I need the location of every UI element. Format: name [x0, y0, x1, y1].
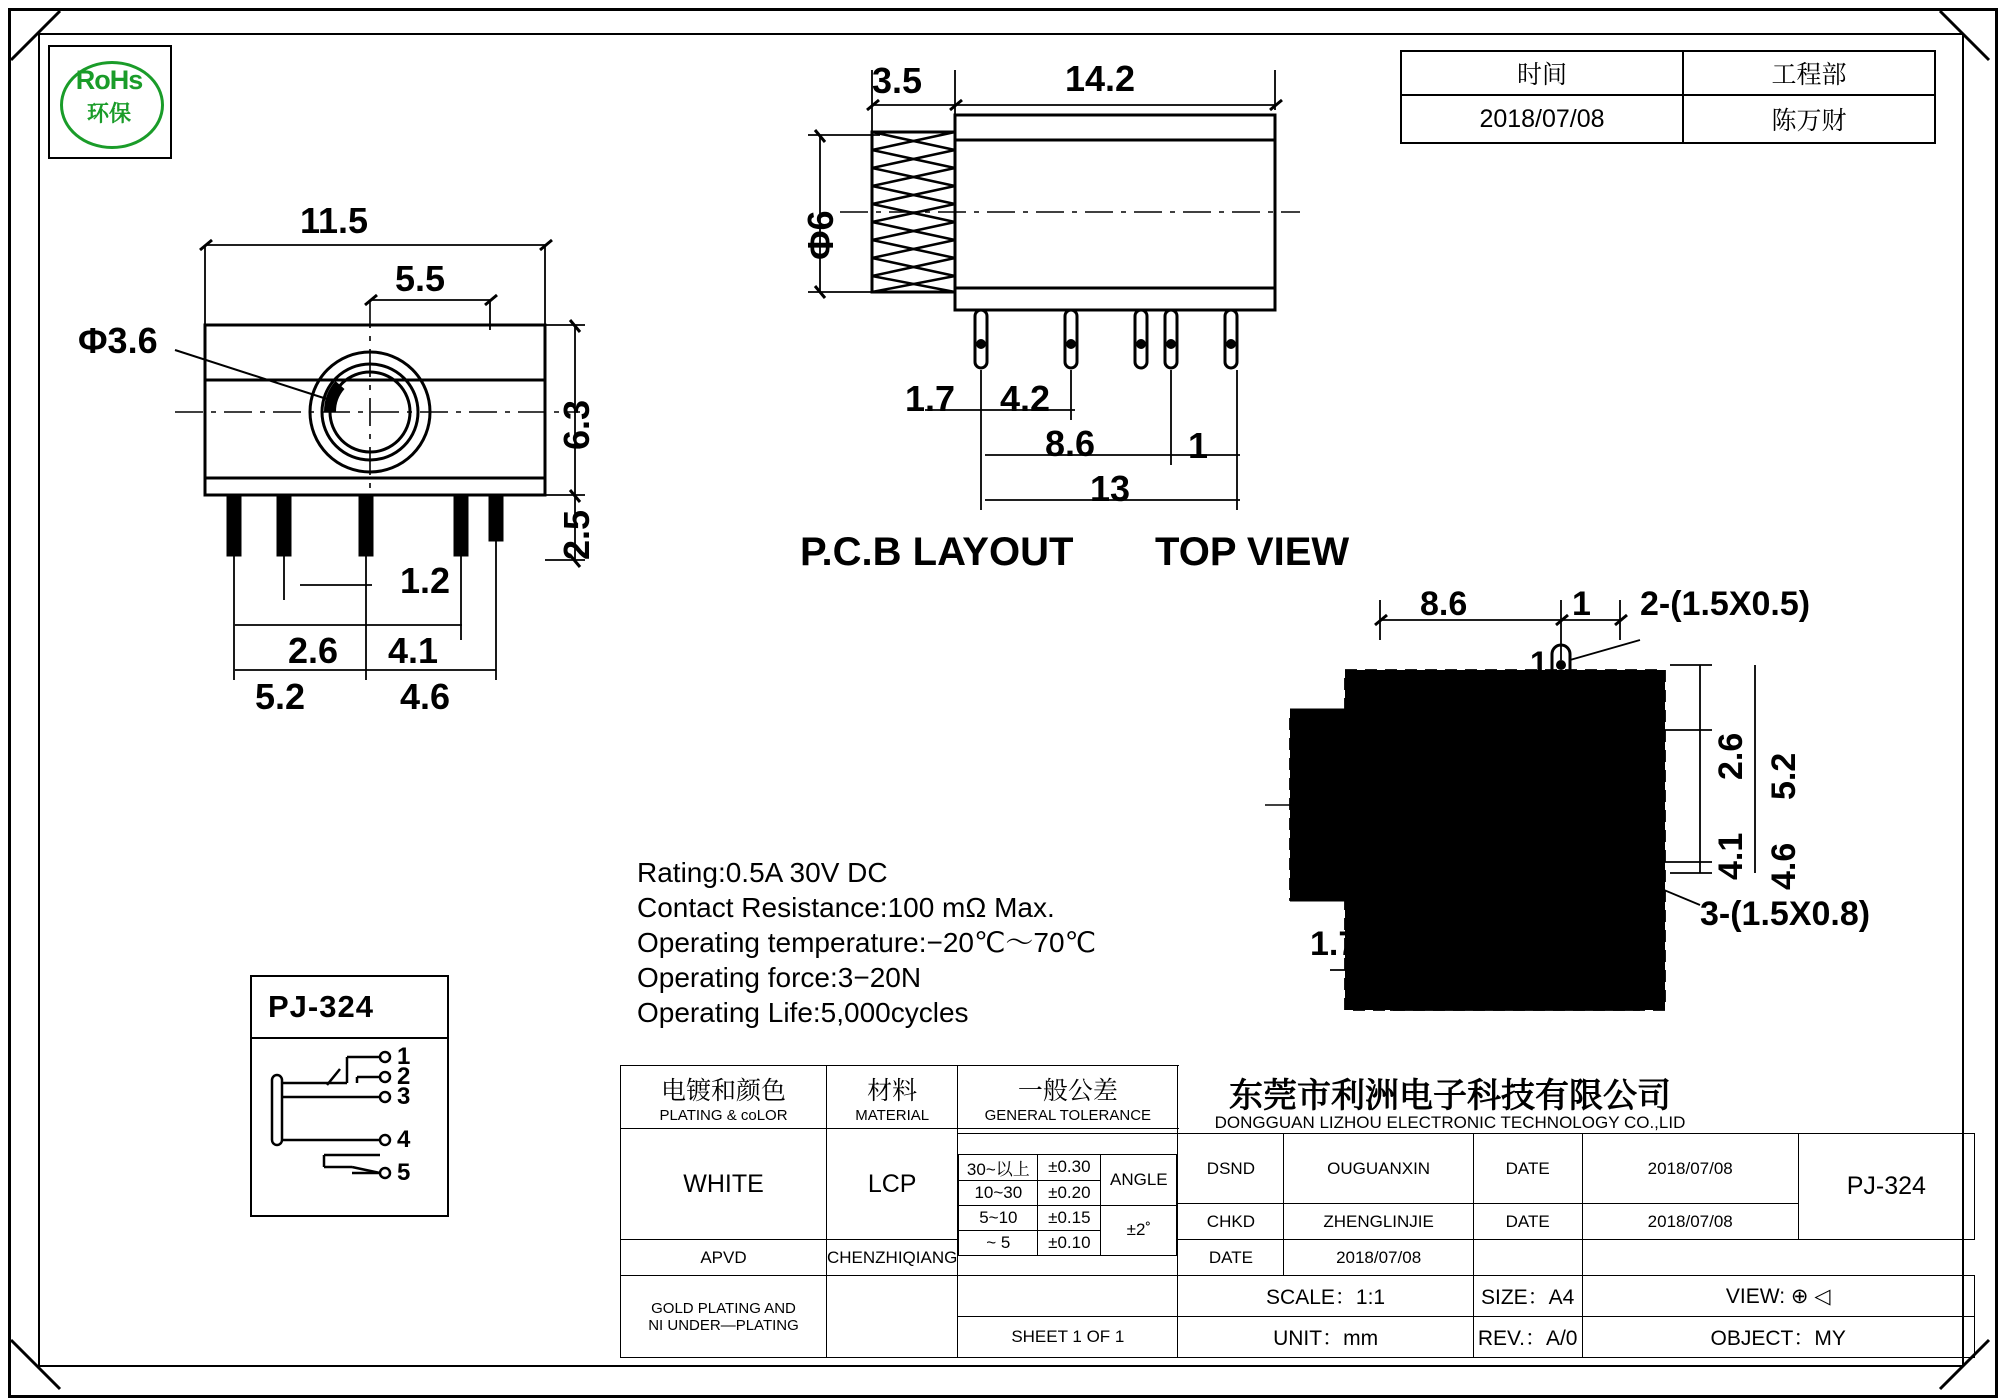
tolerance-range-3: ~ 5: [959, 1230, 1038, 1255]
dim-pin-5-2: 5.2: [255, 676, 306, 717]
angle-label: ANGLE: [1101, 1154, 1177, 1205]
schematic-pin-2: 2: [397, 1063, 411, 1090]
plating-header: [621, 1066, 827, 1129]
dim-pcb-4-2: 4.2: [1408, 925, 1456, 963]
spec-contact-resistance: Contact Resistance:100 mΩ Max.: [637, 892, 1055, 923]
spec-operating-life: Operating Life:5,000cycles: [637, 997, 969, 1028]
pcb-pin-1: 1: [1530, 645, 1548, 681]
plating-value-cell: [621, 1129, 827, 1240]
material-header: [827, 1066, 958, 1129]
approval-date-label-1: DATE: [1473, 1204, 1582, 1240]
company-name-en: DONGGUAN LIZHOU ELECTRONIC TECHNOLOGY CO.,LID: [1214, 1113, 1686, 1132]
angle-value: ±2˚: [1101, 1205, 1177, 1255]
schematic-pin-4: 4: [397, 1126, 411, 1153]
schematic-box: [250, 1035, 449, 1217]
pcb-pin-5: 5: [1438, 850, 1456, 886]
tolerance-value-3: ±0.10: [1038, 1230, 1101, 1255]
spec-list: [637, 855, 1096, 1030]
dim-front-height: 6.3: [556, 399, 597, 450]
schematic-pin-3: 3: [397, 1083, 411, 1110]
approval-date-2: 2018/07/08: [1284, 1240, 1473, 1276]
rev-label: REV.：A/0: [1473, 1317, 1582, 1358]
pcb-pin-4: 4: [1608, 818, 1626, 854]
dim-pcb-13: 13: [1480, 968, 1518, 1006]
plating-header-en: PLATING & coLOR: [659, 1106, 788, 1124]
dim-front-bottom-height: 2.5: [556, 509, 597, 560]
plating-note-2: NI UNDER—PLATING: [648, 1316, 799, 1334]
pcb-layout-title: P.C.B LAYOUT: [800, 530, 1074, 574]
approval-name-0: OUGUANXIN: [1284, 1134, 1473, 1204]
tolerance-range-0: 30~以上: [959, 1154, 1038, 1180]
company-cell-spacer: [1798, 1066, 1974, 1134]
dim-pin-4-1: 4.1: [388, 630, 439, 671]
approval-role-2: APVD: [621, 1240, 827, 1276]
dim-hole-diameter: Φ3.6: [78, 320, 158, 361]
scale-label: SCALE：1:1: [1178, 1276, 1473, 1317]
tolerance-value-2: ±0.15: [1038, 1205, 1101, 1230]
spec-operating-temperature: Operating temperature:−20℃～70℃: [637, 927, 1097, 958]
dim-pcb-4-6: 4.6: [1765, 842, 1803, 890]
dim-pin-1-2: 1.2: [400, 560, 451, 601]
sheet-label: SHEET 1 OF 1: [958, 1317, 1178, 1358]
approval-date-label-0: DATE: [1473, 1134, 1582, 1204]
tolerance-header-en: GENERAL TOLERANCE: [984, 1106, 1152, 1124]
schematic-part-label-box: [250, 975, 449, 1039]
view-symbol-icon: ⊕ ◁: [1790, 1284, 1831, 1308]
label-hole-2-1-5x0-5: 2-(1.5X0.5): [1640, 585, 1811, 623]
tolerance-value-0: ±0.30: [1038, 1154, 1101, 1180]
label-hole-3-1-5x0-8: 3-(1.5X0.8): [1700, 895, 1871, 933]
dim-thread-length: 3.5: [872, 60, 923, 101]
plating-value: WHITE: [683, 1169, 764, 1198]
object-label: OBJECT：MY: [1582, 1317, 1974, 1358]
material-header-en: MATERIAL: [855, 1106, 930, 1124]
spec-operating-force: Operating force:3−20N: [637, 962, 922, 993]
dim-top-1: 1: [1188, 425, 1209, 466]
dim-pcb-1-7: 1.7: [1310, 925, 1358, 963]
material-value: LCP: [867, 1169, 917, 1198]
blank-cell-1: [1473, 1240, 1582, 1276]
schematic-pin-1: 1: [397, 1043, 411, 1070]
approval-role-0: DSND: [1178, 1134, 1284, 1204]
header-table: [1400, 50, 1936, 144]
blank-cell-3: [958, 1276, 1178, 1317]
dim-top-edge: 1.7: [905, 378, 956, 419]
part-number: PJ-324: [1846, 1172, 1926, 1200]
top-view-title: TOP VIEW: [1155, 530, 1350, 574]
tolerance-value-1: ±0.20: [1038, 1180, 1101, 1205]
rohs-label-en: RoHs: [75, 65, 143, 95]
spec-rating: Rating:0.5A 30V DC: [637, 857, 888, 888]
dim-pcb-1: 1: [1572, 585, 1591, 623]
dim-front-inner-width: 5.5: [395, 258, 446, 299]
tolerance-header: [958, 1066, 1178, 1129]
tolerance-range-2: 5~10: [959, 1205, 1038, 1230]
pcb-pin-2: 2: [1488, 710, 1506, 746]
plating-note-1: GOLD PLATING AND: [651, 1299, 796, 1317]
approval-name-2: CHENZHIQIANG: [827, 1240, 958, 1276]
approval-date-0: 2018/07/08: [1582, 1134, 1798, 1204]
dim-front-width: 11.5: [300, 200, 369, 241]
rohs-label-cn: 环保: [86, 101, 131, 126]
pcb-pin-1b: 1: [1402, 775, 1420, 811]
header-dept-value: 陈万财: [1683, 95, 1935, 143]
dim-pin-2-6: 2.6: [288, 630, 339, 671]
dim-top-8-6: 8.6: [1045, 423, 1096, 464]
dim-pcb-8-6: 8.6: [1420, 585, 1468, 623]
tolerance-range-1: 10~30: [959, 1180, 1038, 1205]
header-time-label: 时间: [1401, 51, 1683, 95]
dim-body-diameter: Φ6: [800, 210, 841, 260]
view-cell: [1582, 1276, 1974, 1317]
dim-pcb-4-1: 4.1: [1712, 832, 1750, 880]
blank-cell-2: [827, 1276, 958, 1358]
header-time-value: 2018/07/08: [1401, 95, 1683, 143]
dim-pcb-5-2: 5.2: [1765, 752, 1803, 800]
view-label: VIEW:: [1725, 1284, 1786, 1308]
dim-body-length: 14.2: [1065, 58, 1136, 99]
part-number-cell: [1798, 1134, 1974, 1240]
approval-role-1: CHKD: [1178, 1204, 1284, 1240]
rohs-logo: [48, 45, 172, 159]
plating-note-cell: [621, 1276, 827, 1358]
header-dept-label: 工程部: [1683, 51, 1935, 95]
size-label: SIZE：A4: [1473, 1276, 1582, 1317]
dim-pcb-2-6: 2.6: [1712, 732, 1750, 780]
schematic-pin-5: 5: [397, 1159, 411, 1186]
schematic-part-label: PJ-324: [268, 989, 374, 1024]
approval-date-label-2: DATE: [1178, 1240, 1284, 1276]
approval-date-1: 2018/07/08: [1582, 1204, 1798, 1240]
material-header-cn: 材料: [867, 1076, 918, 1105]
dim-top-13: 13: [1090, 468, 1131, 509]
tolerance-header-cn: 一般公差: [1017, 1076, 1118, 1105]
company-name-cn: 东莞市利洲电子科技有限公司: [1229, 1077, 1671, 1115]
material-value-cell: [827, 1129, 958, 1240]
approval-name-1: ZHENGLINJIE: [1284, 1204, 1473, 1240]
dim-top-4-2: 4.2: [1000, 378, 1051, 419]
plating-header-cn: 电镀和颜色: [660, 1076, 786, 1105]
pcb-pin-3: 3: [1348, 728, 1366, 764]
dim-pin-4-6: 4.6: [400, 676, 451, 717]
unit-label: UNIT：mm: [1178, 1317, 1473, 1358]
tolerance-subtable-cell: [958, 1134, 1178, 1276]
